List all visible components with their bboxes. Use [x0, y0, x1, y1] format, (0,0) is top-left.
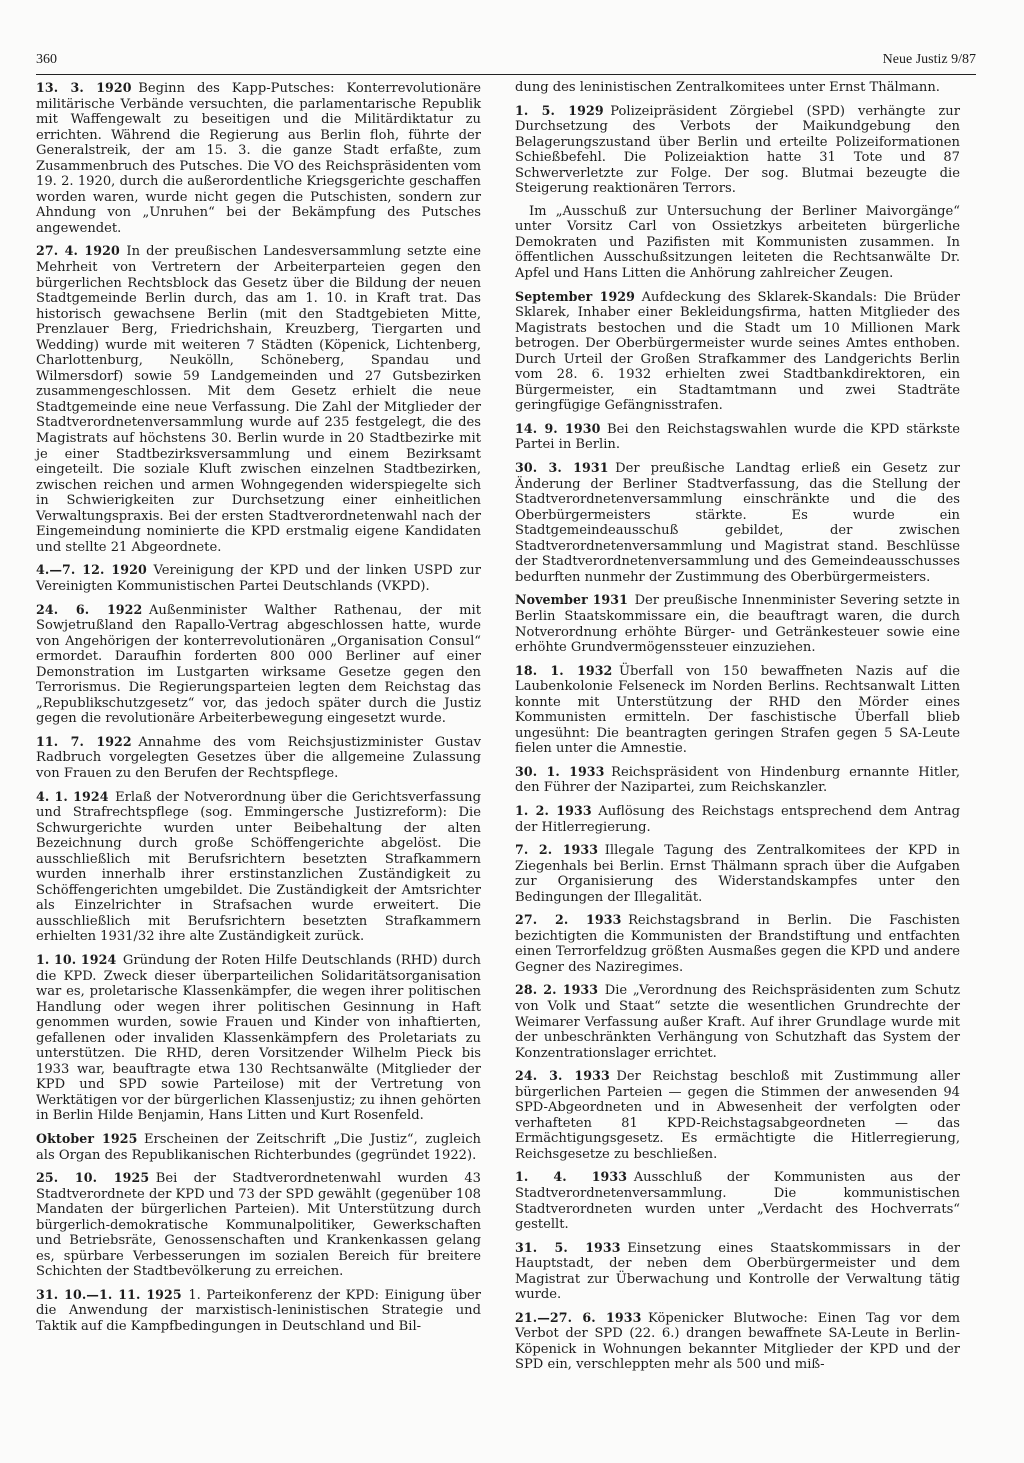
entry-text: Die „Verordnung des Reichspräsidenten zum Schutz von Volk und Staat“ setzte die wesentlichen Grundrechte der Weimarer Verfassung außer Kraft. Auf ihrer Grundlage wurde mit der unbeschränkten Verhängung von Schutzhaft das System der Konzentrationslager errichtet. — [515, 983, 960, 1061]
entry-date: 13. 3. 1920 — [36, 80, 132, 95]
chronology-entry — [515, 421, 960, 453]
entry-text: Auflösung des Reichstags entsprechend dem Antrag der Hitlerregierung. — [515, 803, 960, 835]
page-number: 360 — [36, 52, 57, 67]
chronology-entry — [515, 460, 960, 585]
entry-date: Oktober 1925 — [36, 1131, 138, 1146]
chronology-entry — [515, 592, 960, 655]
page-header — [36, 50, 976, 75]
entry-date: 25. 10. 1925 — [36, 1170, 150, 1186]
entry-text: Einsetzung eines Staatskommissars in der Hauptstadt, der neben dem Oberbürgermeister und dem Magistrat zur Überwachung und Kontrolle der Verwaltung tätig wurde. — [515, 1240, 960, 1303]
entry-date: 30. 1. 1933 — [515, 763, 605, 779]
entry-text: Polizeipräsident Zörgiebel (SPD) verhängte zur Durchsetzung des Verbots der Maikundgebung den Belagerungszustand über Berlin und erteilte Polizeiformationen Schießbefehl. Die Polizeiaktion hatte 31 Tote und 87 Schwerverletzte zur Folge. Der sog. Blutmai bezeugte die Steigerung reaktionären Terrors. — [515, 103, 960, 197]
chronology-entry — [36, 602, 481, 727]
entry-date: 7. 2. 1933 — [515, 842, 599, 858]
entry-text: In der preußischen Landesversammlung setzte eine Mehrheit von Vertretern der Arbeiterparteien gegen den bürgerlichen Rechtsblock das Gesetz über die Bildung der neuen Stadtgemeinde Berlin durch, das am 1. 10. in Kraft trat. Das historisch gewachsene Berlin (mit den Stadtgebieten Mitte, Prenzlauer Berg, Friedrichshain, Kreuzberg, Tiergarten und Wedding) wurde mit weiteren 7 Städten (Köpenick, Lichtenberg, Charlottenburg, Neukölln, Schöneberg, Spandau und Wilmersdorf) sowie 59 Landgemeinden und 27 Gutsbezirken zusammengeschlossen. Mit dem Gesetz erhielt die neue Stadtgemeinde eine neue Verfassung. Die Zahl der Mitglieder der Stadtverordnetenversammlung wurde auf 235 festgelegt, die des Magistrats auf höchstens 30. Berlin wurde in 20 Stadtbezirke mit je einer Stadtbezirksversammlung und einem Bezirksamt eingeteilt. Die soziale Kluft zwischen einzelnen Stadtbezirken, zwischen reichen und armen Wohngegenden widerspiegelte sich in Schwierigkeiten zur Durchsetzung einer einheitlichen Verwaltungspraxis. Bei der ersten Stadtverordnetenwahl nach der Eingemeindung nominierte die KPD erstmalig eigene Kandidaten und stellte 21 Abgeordnete. — [36, 244, 481, 555]
chronology-entry — [36, 562, 481, 594]
chronology-entry — [515, 1169, 960, 1232]
entry-date: 18. 1. 1932 — [515, 662, 613, 678]
entry-text: Reichstagsbrand in Berlin. Die Faschisten bezichtigten die Kommunisten der Brandstiftung und entfachten einen Terrorfeldzug größten Ausmaßes gegen die KPD und andere Gegner des Naziregimes. — [515, 913, 960, 975]
chronology-entry — [515, 289, 960, 414]
chronology-entry — [515, 912, 960, 975]
entry-date: 11. 7. 1922 — [36, 733, 132, 749]
entry-date: 30. 3. 1931 — [515, 460, 609, 476]
entry-text: Aufdeckung des Sklarek-Skandals: Die Brüder Sklarek, Inhaber einer Bekleidungsfirma, hatten Mitglieder des Magistrats bestochen und die Stadt um 10 Millionen Mark betrogen. Der Oberbürgermeister wurde seines Amtes enthoben. Durch Urteil der Großen Strafkammer des Landgerichts Berlin vom 28. 6. 1932 erhielten zwei Stadtbankdirektoren, ein Bürgermeister, ein Stadtamtmann und zwei Stadträte geringfügige Gefängnisstrafen. — [515, 289, 961, 414]
entry-date: 1. 5. 1929 — [515, 102, 604, 118]
entry-date: 31. 10.—1. 11. 1925 — [36, 1286, 182, 1302]
entry-date: 4.—7. 12. 1920 — [36, 562, 147, 578]
entry-date: 1. 2. 1933 — [515, 802, 592, 818]
chronology-entry — [515, 103, 960, 197]
entry-date: 21.—27. 6. 1933 — [515, 1309, 642, 1325]
entry-text: Bei den Reichstagswahlen wurde die KPD stärkste Partei in Berlin. — [515, 421, 960, 453]
entry-text: Im „Ausschuß zur Untersuchung der Berliner Maivorgänge“ unter Vorsitz Carl von Ossietzkys arbeiteten bürgerliche Demokraten und Pazifisten mit Kommunisten zusammen. In öffentlichen Ausschußsitzungen leiteten die Rechtsanwälte Dr. Apfel und Hans Litten die Anhörung zahlreicher Zeugen. — [515, 203, 960, 282]
chronology-entry — [36, 1170, 481, 1280]
entry-date: 24. 6. 1922 — [36, 601, 143, 617]
entry-text: Illegale Tagung des Zentralkomitees der KPD in Ziegenhals bei Berlin. Ernst Thälmann sprach über die Aufgaben zur Organisierung des Widerstandskampfes unter den Bedingungen der Illegalität. — [515, 843, 960, 905]
entry-text: Vereinigung der KPD und der linken USPD zur Vereinigten Kommunistischen Partei Deutschlands (VKPD). — [36, 563, 481, 594]
chronology-entry — [515, 1240, 960, 1303]
entry-text: dung des leninistischen Zentralkomitees unter Ernst Thälmann. — [515, 80, 940, 95]
chronology-entry — [515, 204, 960, 282]
entry-date: 28. 2. 1933 — [515, 982, 599, 998]
chronology-entry — [515, 803, 960, 835]
entry-date: 14. 9. 1930 — [515, 420, 601, 436]
entry-text: Der preußische Innenminister Severing setzte in Berlin Staatskommissare ein, die beauftragt waren, die durch Notverordnung erhöhte Bürger- und Getränkesteuer sowie eine erhöhte Grundvermögenssteuer einzuziehen. — [515, 593, 960, 656]
right-text-column — [515, 80, 960, 1380]
journal-title: Neue Justiz 9/87 — [882, 52, 976, 67]
chronology-entry — [36, 952, 481, 1124]
entry-date: 1. 4. 1933 — [515, 1169, 628, 1185]
entry-text: Außenminister Walther Rathenau, der mit Sowjetrußland den Rapallo-Vertrag abgeschlossen hatte, wurde von Angehörigen der konterrevolutionären „Organisation Consul“ ermordet. Daraufhin forderten 800 000 Berliner auf einer Demonstration im Lustgarten wirksame Gesetze gegen den Terrorismus. Die Regierungsparteien legten dem Reichstag das „Republikschutzgesetz“ vor, das jedoch später durch die Justiz gegen die revolutionäre Arbeiterbewegung eingesetzt wurde. — [36, 602, 481, 727]
entry-text: Ausschluß der Kommunisten aus der Stadtverordnetenversammlung. Die kommunistischen Stadtverordneten wurden unter „Verdacht des Hochverrats“ gestellt. — [515, 1170, 960, 1233]
chronology-entry — [515, 842, 960, 905]
entry-text: Köpenicker Blutwoche: Einen Tag vor dem Verbot der SPD (22. 6.) drangen bewaffnete SA-Leute in Berlin-Köpenick in Wohnungen bekannter Mitglieder der KPD und der SPD ein, verschleppten mehr als 500 und miß- — [515, 1310, 960, 1373]
entry-date: September 1929 — [515, 288, 636, 304]
entry-date: 31. 5. 1933 — [515, 1239, 621, 1255]
entry-text: Der Reichstag beschloß mit Zustimmung aller bürgerlichen Parteien — gegen die Stimmen der anwesenden 94 SPD-Abgeordneten und in Abwesenheit der verfolgten oder verhafteten 81 KPD-Reichstagsabgeordneten — das Ermächtigungsgesetz. Es ermächtigte die Hitlerregierung, Reichsgesetze zu beschließen. — [515, 1069, 960, 1162]
entry-text: Gründung der Roten Hilfe Deutschlands (RHD) durch die KPD. Zweck dieser überparteilichen Solidaritätsorganisation war es, proletarische Klassenkämpfer, die wegen ihrer politischen Handlung oder wegen ihrer politischen Gesinnung in Haft genommen wurden, sowie Frauen und Kinder von inhaftierten, gefallenen oder invaliden Klassenkämpfern des Proletariats zu unterstützen. Die RHD, deren Vorsitzender Wilhelm Pieck bis 1933 war, beauftragte etwa 130 Rechtsanwälte (Mitglieder der KPD und SPD sowie Parteilose) mit der Vertretung von Werktätigen vor der bürgerlichen Klassenjustiz; zu ihnen gehörten in Berlin Hilde Benjamin, Hans Litten und Kurt Rosenfeld. — [36, 952, 481, 1124]
entry-text: Erlaß der Notverordnung über die Gerichtsverfassung und Strafrechtspflege (sog. Emmingersche Justizreform): Die Schwurgerichte wurden unter Beibehaltung der alten Bezeichnung durch große Schöffengerichte abgelöst. Die ausschließlich mit Berufsrichtern besetzten Strafkammern wurden innerhalb ihrer erstinstanzlichen Zuständigkeit zu Schöffengerichten umgebildet. Die Zuständigkeit der Amtsrichter als Einzelrichter in Strafsachen wurde erweitert. Die ausschließlich mit Berufsrichtern besetzten Strafkammern erhielten 1931/32 ihre alte Zuständigkeit zurück. — [36, 789, 481, 945]
entry-date: November 1931 — [515, 592, 629, 608]
chronology-entry — [515, 663, 960, 757]
chronology-entry — [515, 982, 960, 1061]
entry-text: Bei der Stadtverordnetenwahl wurden 43 Stadtverordnete der KPD und 73 der SPD gewählt (gegenüber 108 Mandaten der bürgerlichen Parteien). Mit Unterstützung durch bürgerlich-demokratische Kommunalpolitiker, Gewerkschaften und Betriebsräte, Genossenschaften und Krankenkassen gelang es, spürbare Verbesserungen im sozialen Bereich für breitere Schichten der Stadtbevölkerung zu erreichen. — [36, 1171, 482, 1280]
chronology-entry — [36, 1131, 481, 1163]
chronology-entry — [36, 80, 481, 236]
entry-date: 27. 4. 1920 — [36, 243, 120, 259]
entry-date: 27. 2. 1933 — [515, 912, 622, 928]
chronology-entry — [36, 1287, 481, 1335]
entry-date: 24. 3. 1933 — [515, 1068, 610, 1084]
entry-text: Beginn des Kapp-Putsches: Konterrevolutionäre militärische Verbände versuchten, die parlamentarische Republik mit Waffengewalt zu beseitigen und die Militärdiktatur zu errichten. Während die Regierung aus Berlin floh, führte der Generalstreik, der am 15. 3. die ganze Stadt erfaßte, zum Zusammenbruch des Putsches. Die VO des Reichspräsidenten vom 19. 2. 1920, durch die außerordentliche Kriegsgerichte geschaffen worden waren, wurde nicht gegen die Putschisten, sondern zur Ahndung von „Unruhen“ bei der Bekämpfung des Putsches angewendet. — [36, 81, 482, 236]
entry-text: Der preußische Landtag erließ ein Gesetz zur Änderung der Berliner Stadtverfassung, das die Stellung der Stadtverordnetenversammlung einschränkte und die des Oberbürgermeisters stärkte. Es wurde ein Stadtgemeindeausschuß gebildet, der zwischen Stadtverordnetenversammlung und Magistrat stand. Beschlüsse der Stadtverordnetenversammlung und des Gemeindeausschusses bedurften nunmehr der Zustimmung des Oberbürgermeisters. — [515, 461, 960, 585]
chronology-entry — [36, 789, 481, 945]
left-text-column — [36, 80, 481, 1342]
chronology-entry — [515, 1310, 960, 1373]
entry-text: Annahme des vom Reichsjustizminister Gustav Radbruch vorgelegten Gesetzes über die allgemeine Zulassung von Frauen zu den Berufen der Rechtspflege. — [36, 734, 481, 781]
entry-date: 4. 1. 1924 — [36, 788, 109, 804]
entry-text: Reichspräsident von Hindenburg ernannte Hitler, den Führer der Nazipartei, zum Reichskanzler. — [515, 764, 961, 796]
chronology-entry — [515, 1068, 960, 1162]
entry-text: 1. Parteikonferenz der KPD: Einigung über die Anwendung der marxistisch-leninistischen Strategie und Taktik auf die Kampfbedingungen in Deutschland und Bil- — [36, 1287, 482, 1335]
chronology-entry — [515, 764, 960, 796]
entry-text: Erscheinen der Zeitschrift „Die Justiz“, zugleich als Organ des Republikanischen Richterbundes (gegründet 1922). — [36, 1132, 481, 1163]
entry-text: Überfall von 150 bewaffneten Nazis auf die Laubenkolonie Felseneck im Norden Berlins. Rechtsanwalt Litten konnte mit Unterstützung der RHD den Mörder eines Kommunisten ermitteln. Der faschistische Überfall blieb ungesühnt: Die beantragten geringen Strafen gegen 5 SA-Leute fielen unter die Amnestie. — [515, 663, 960, 757]
chronology-entry — [36, 243, 481, 555]
chronology-entry — [36, 734, 481, 782]
chronology-entry — [515, 80, 960, 96]
entry-date: 1. 10. 1924 — [36, 951, 117, 967]
